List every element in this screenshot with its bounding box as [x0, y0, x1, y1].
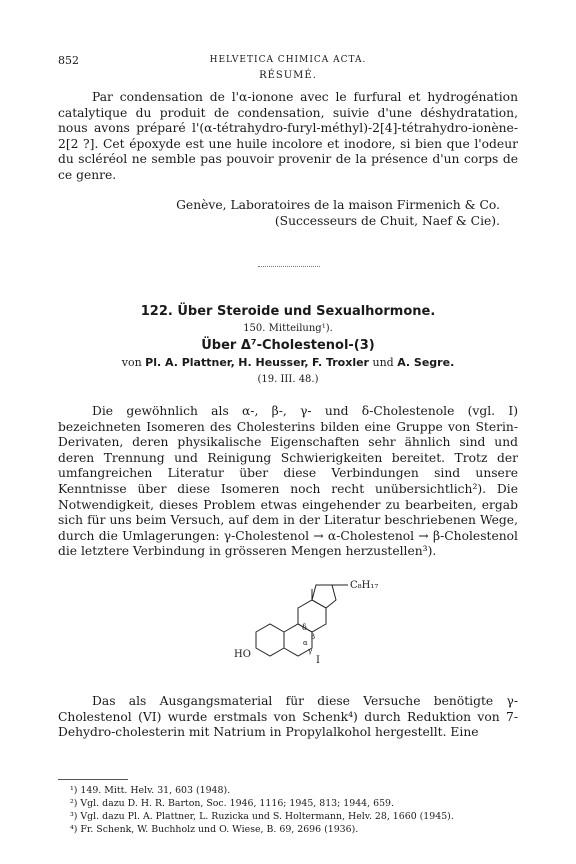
footnotes [58, 784, 528, 836]
page-number: 852 [58, 54, 79, 67]
ring-d [312, 585, 336, 608]
resume-heading: RÉSUMÉ. [259, 70, 317, 81]
author-1: Pl. A. Plattner, [145, 356, 235, 369]
body-text-1: Die gewöhnlich als α-, β-, γ- und δ-Cholestenole (vgl. I) bezeichneten Isomeren des Cholesterins bilden eine Gruppe von Sterin-Derivaten, deren physikalische Eigenschaften sehr ähnlich sind und deren Trennung und Reinigung Schwierigkeiten bereitet. Trotz der umfangreichen Literatur über diese Verbindungen sind unsere Kenntnisse über diese Isomeren noch recht unübersichtlich²). Die Notwendigkeit, dieses Problem etwas eingehender zu bearbeiten, ergab sich für uns beim Versuch, auf dem in der Literatur beschriebenen Wege, durch die Umlagerungen: γ-Cholestenol → α-Cholestenol → β-Cholestenol die letztere Verbindung in grösseren Mengen herzustellen³). [58, 404, 518, 559]
article-paragraph-2 [58, 694, 518, 741]
article-title: 122. Über Steroide und Sexualhormone. [140, 304, 436, 319]
resume-signature [58, 198, 518, 229]
side-chain-label: C₈H₁₇ [350, 580, 379, 591]
author-3: F. Troxler [312, 356, 369, 369]
footnote-3: ³) Vgl. dazu Pl. A. Plattner, L. Ruzicka und S. Holtermann, Helv. 28, 1660 (1945). [70, 811, 454, 822]
beta-label: β [311, 633, 316, 641]
authors-and: und [372, 356, 394, 369]
ring-a [256, 624, 284, 656]
delta-label: δ [302, 623, 307, 632]
author-4: A. Segre. [397, 356, 455, 369]
signature-line-2: (Successeurs de Chuit, Naef & Cie). [274, 213, 500, 228]
body-text-2: Das als Ausgangsmaterial für diese Versuche benötigte γ-Cholestenol (VI) wurde erstmals von Schenk⁴) durch Reduktion von 7-Dehydro-cholesterin mit Natrium in Propylalkohol hergestellt. Eine [58, 694, 518, 740]
running-title: HELVETICA CHIMICA ACTA. [209, 55, 367, 65]
footnote-2: ²) Vgl. dazu D. H. R. Barton, Soc. 1946, 1116; 1945, 813; 1944, 659. [70, 798, 394, 809]
author-2: H. Heusser, [238, 356, 309, 369]
alpha-label: α [303, 639, 308, 647]
signature-line-1: Genève, Laboratoires de la maison Firmenich & Co. [176, 198, 500, 212]
article-paragraph-1 [58, 404, 518, 560]
section-separator [258, 266, 320, 267]
resume-text: Par condensation de l'α-ionone avec le furfural et hydrogénation catalytique du produit de condensation, suivie d'une déshydratation, nous avons préparé l'(α-tétrahydro-furyl-méthyl)-2[4]-tétrahydro-ionène-2[2 ?]. Cet époxyde est une huile incolore et inodore, si bien que l'odeur du scléréol ne semble pas pouvoir provenir de la présence d'un corps de ce genre. [58, 90, 518, 182]
article-subtitle: 150. Mitteilung¹). [243, 323, 333, 334]
article-date: (19. III. 48.) [257, 374, 319, 385]
footnote-1: ¹) 149. Mitt. Helv. 31, 603 (1948). [70, 785, 231, 796]
authors-prefix: von [121, 356, 142, 369]
cholestenol-structure [234, 577, 379, 677]
article-authors [0, 356, 576, 369]
structure-number: I [316, 655, 320, 666]
article-subtitle-compound: Über Δ⁷-Cholestenol-(3) [201, 338, 375, 353]
resume-paragraph [58, 90, 518, 184]
footnote-rule [58, 779, 128, 780]
gamma-label: γ [308, 647, 313, 655]
footnote-4: ⁴) Fr. Schenk, W. Buchholz und O. Wiese, B. 69, 2696 (1936). [70, 824, 359, 835]
hydroxyl-label: HO [234, 649, 251, 660]
